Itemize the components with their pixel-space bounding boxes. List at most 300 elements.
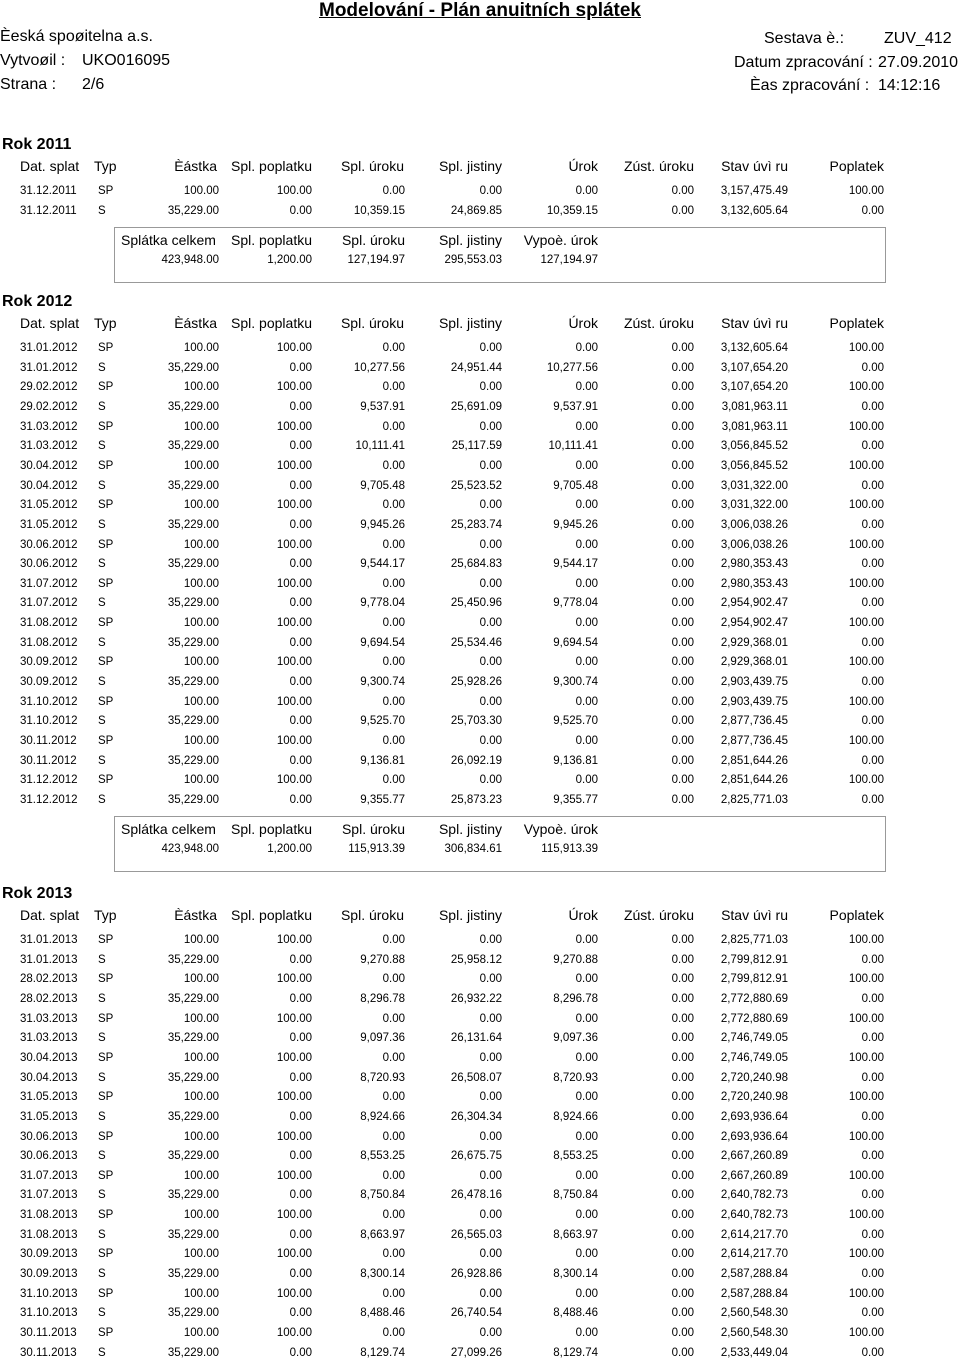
table-cell: 0.00 [382,1012,405,1025]
table-cell: 2,746,749.05 [720,1032,788,1045]
table-cell: 0.00 [382,617,405,630]
table-cell: 100.00 [848,381,884,394]
table-cell: 26,928.86 [450,1268,502,1281]
table-cell: 26,932.22 [450,992,502,1005]
table-cell: 8,924.66 [360,1110,405,1123]
table-cell: 0.00 [861,636,884,649]
table-cell: 0.00 [671,715,694,728]
column-header: Typ [94,907,117,923]
table-cell: 100.00 [848,695,884,708]
table-cell: 8,129.74 [553,1346,598,1359]
table-cell: 100.00 [276,617,312,630]
table-cell: 100.00 [848,538,884,551]
table-cell: 31.08.2012 [20,636,78,649]
table-cell: 0.00 [479,1209,502,1222]
column-header: Stav úvì ru [721,907,788,923]
table-cell: 0.00 [575,1327,598,1339]
table-cell: 35,229.00 [167,953,219,966]
table-cell: 26,131.64 [450,1032,502,1045]
table-cell: 30.11.2012 [20,754,77,767]
summary-header: Splátka celkem [121,820,216,837]
summary-header: Spl. jistiny [438,820,502,837]
table-cell: S [98,1307,106,1320]
table-cell: 9,270.88 [553,953,598,966]
table-cell: 0.00 [289,1071,312,1084]
table-cell: 30.09.2013 [20,1248,78,1261]
table-cell: 35,229.00 [167,1110,219,1123]
table-cell: 31.03.2012 [20,420,78,433]
table-cell: 31.01.2013 [20,953,78,966]
table-cell: 0.00 [671,1091,694,1104]
table-cell: 3,031,322.00 [720,479,788,492]
column-header: Poplatek [829,907,884,923]
table-cell: SP [98,656,114,669]
table-cell: 28.02.2013 [20,973,78,986]
table-cell: 0.00 [575,1130,598,1143]
table-cell: 9,705.48 [360,479,405,492]
table-cell: 26,740.54 [450,1307,502,1320]
table-cell: 26,508.07 [450,1071,502,1084]
table-cell: 28.02.2013 [20,992,78,1005]
table-cell: 3,107,654.20 [720,361,788,374]
summary-value: 115,913.39 [541,842,598,855]
table-cell: 9,300.74 [360,676,405,689]
table-cell: 0.00 [575,617,598,630]
table-cell: 9,544.17 [360,558,405,571]
table-cell: 0.00 [479,499,502,512]
table-cell: S [98,204,106,217]
table-cell: S [98,479,106,492]
table-cell: 100.00 [183,1209,219,1222]
table-cell: SP [98,735,114,747]
table-cell: 0.00 [479,1327,502,1339]
summary-header: Spl. poplatku [231,820,312,837]
table-cell: S [98,1150,106,1163]
table-cell: 0.00 [382,1287,405,1300]
table-cell: 100.00 [183,1051,219,1064]
table-cell: 8,488.46 [360,1307,405,1320]
table-cell: 0.00 [575,185,598,197]
table-cell: 35,229.00 [167,1189,219,1202]
summary-value: 1,200.00 [267,842,312,855]
column-header: Dat. splat [20,907,80,923]
table-cell: 9,705.48 [553,479,598,492]
table-cell: 0.00 [382,695,405,708]
table-cell: 0.00 [575,577,598,590]
table-cell: 0.00 [479,381,502,394]
table-cell: 8,296.78 [360,992,405,1005]
table-cell: 2,903,439.75 [720,695,788,708]
table-cell: 100.00 [183,695,219,708]
table-cell: 0.00 [575,656,598,669]
table-cell: 8,553.25 [553,1150,598,1163]
column-header: Typ [94,158,117,174]
table-cell: 25,450.96 [450,597,502,610]
table-cell: S [98,1032,106,1045]
table-cell: 100.00 [276,342,312,354]
table-cell: 35,229.00 [167,558,219,571]
table-cell: 100.00 [183,1248,219,1261]
table-cell: 3,031,322.00 [720,499,788,512]
table-cell: 0.00 [479,1130,502,1143]
table-cell: 0.00 [479,1169,502,1182]
table-cell: 100.00 [276,499,312,512]
table-cell: 0.00 [861,204,884,217]
table-cell: 35,229.00 [167,597,219,610]
table-cell: 100.00 [276,1130,312,1143]
column-header: Spl. úroku [340,158,404,174]
table-cell: 0.00 [671,934,694,946]
table-cell: 24,951.44 [450,361,502,374]
table-cell: 2,954,902.47 [720,617,788,630]
table-cell: 31.01.2012 [20,361,78,374]
table-cell: 31.08.2013 [20,1209,78,1222]
table-cell: 31.07.2013 [20,1189,78,1202]
column-header: Poplatek [829,158,884,174]
table-cell: 0.00 [479,695,502,708]
table-cell: 0.00 [861,754,884,767]
table-cell: 0.00 [479,1248,502,1261]
table-cell: 0.00 [861,1346,884,1359]
table-cell: 0.00 [861,440,884,453]
table-cell: 31.01.2012 [20,342,78,354]
table-cell: S [98,1268,106,1281]
table-cell: 0.00 [289,953,312,966]
table-cell: SP [98,1327,114,1339]
column-header: Zúst. úroku [623,158,694,174]
table-cell: 100.00 [848,735,884,747]
table-cell: 2,587,288.84 [720,1268,788,1281]
table-cell: SP [98,538,114,551]
table-cell: 3,006,038.26 [720,518,788,531]
table-cell: 0.00 [382,577,405,590]
table-cell: 100.00 [848,617,884,630]
table-cell: 9,355.77 [360,793,405,806]
table-cell: 100.00 [848,1327,884,1339]
table-cell: 0.00 [861,793,884,806]
table-cell: 0.00 [575,342,598,354]
table-cell: 29.02.2012 [20,400,78,413]
date-label: Datum zpracování : [734,54,873,71]
table-cell: 0.00 [671,1012,694,1025]
table-cell: 9,525.70 [360,715,405,728]
table-cell: 2,640,782.73 [720,1189,788,1202]
table-cell: 0.00 [479,420,502,433]
summary-value: 295,553.03 [444,253,502,266]
table-cell: 0.00 [671,617,694,630]
table-cell: 100.00 [183,538,219,551]
table-cell: S [98,992,106,1005]
table-cell: 0.00 [289,558,312,571]
table-cell: 0.00 [861,400,884,413]
table-cell: 100.00 [848,1091,884,1104]
table-cell: 9,537.91 [553,400,598,413]
column-header: Spl. poplatku [231,158,312,174]
column-header: Spl. úroku [340,907,404,923]
table-cell: 100.00 [183,1327,219,1339]
table-cell: 10,111.41 [355,440,405,453]
table-cell: SP [98,1248,114,1261]
table-cell: 2,799,812.91 [720,953,788,966]
table-cell: 2,640,782.73 [720,1209,788,1222]
created-value: UKO016095 [82,52,171,69]
column-header: Poplatek [829,315,884,331]
table-cell: 100.00 [183,934,219,946]
page-title: Modelování - Plán anuitních splátek [319,0,641,21]
table-cell: 3,056,845.52 [720,440,788,453]
table-cell: 27,099.26 [450,1346,502,1359]
table-cell: 3,132,605.64 [720,342,788,354]
table-cell: 30.04.2012 [20,459,78,472]
table-cell: 30.09.2012 [20,676,78,689]
table-cell: 2,954,902.47 [720,597,788,610]
summary-header: Spl. poplatku [231,231,312,248]
table-cell: 9,694.54 [553,636,598,649]
table-cell: 35,229.00 [167,479,219,492]
table-cell: 31.12.2011 [20,185,77,197]
table-cell: 35,229.00 [167,1346,219,1359]
table-cell: SP [98,973,114,986]
table-cell: 100.00 [183,1169,219,1182]
table-cell: 25,684.83 [450,558,502,571]
table-cell: 0.00 [289,1110,312,1123]
table-cell: 0.00 [479,774,502,787]
table-cell: S [98,361,106,374]
table-cell: 35,229.00 [167,1071,219,1084]
date-value: 27.09.2010 [878,54,959,71]
table-cell: 9,525.70 [553,715,598,728]
table-cell: 0.00 [861,479,884,492]
table-cell: 0.00 [671,774,694,787]
table-cell: SP [98,577,114,590]
table-cell: 0.00 [861,1307,884,1320]
table-cell: 8,720.93 [360,1071,405,1084]
table-cell: 100.00 [183,1091,219,1104]
table-cell: 100.00 [848,774,884,787]
table-cell: 31.05.2013 [20,1091,78,1104]
table-cell: 0.00 [671,754,694,767]
table-cell: 100.00 [276,538,312,551]
table-cell: 0.00 [575,1091,598,1104]
table-cell: 2,851,644.26 [720,774,788,787]
summary-header: Vypoè. úrok [523,231,598,248]
table-cell: 0.00 [289,597,312,610]
table-cell: 31.10.2013 [20,1307,78,1320]
table-cell: 100.00 [276,185,312,197]
table-cell: 0.00 [479,185,502,197]
table-cell: 100.00 [848,1012,884,1025]
table-cell: 0.00 [861,676,884,689]
table-cell: 0.00 [382,420,405,433]
table-cell: 8,300.14 [360,1268,405,1281]
table-cell: 35,229.00 [167,1150,219,1163]
table-cell: 35,229.00 [167,754,219,767]
column-header: Zúst. úroku [623,315,694,331]
table-cell: 0.00 [289,715,312,728]
table-cell: 100.00 [276,656,312,669]
table-cell: 25,958.12 [450,953,502,966]
table-cell: 9,778.04 [360,597,405,610]
table-cell: SP [98,381,114,394]
table-cell: 10,277.56 [546,361,598,374]
time-value: 14:12:16 [878,77,941,94]
table-cell: 0.00 [861,953,884,966]
table-cell: 3,081,963.11 [721,420,788,433]
table-cell: 0.00 [289,1032,312,1045]
table-cell: 0.00 [479,342,502,354]
table-cell: 0.00 [671,676,694,689]
column-header: Spl. úroku [340,315,404,331]
table-cell: 2,903,439.75 [720,676,788,689]
table-cell: 0.00 [861,558,884,571]
table-cell: 0.00 [382,656,405,669]
table-cell: 100.00 [183,656,219,669]
report-label: Sestava è.: [764,30,845,47]
table-cell: 0.00 [289,440,312,453]
table-cell: 26,565.03 [450,1228,502,1241]
table-cell: 0.00 [671,1150,694,1163]
table-cell: S [98,1110,106,1123]
table-cell: 100.00 [183,420,219,433]
table-cell: 100.00 [276,1287,312,1300]
table-cell: 100.00 [276,695,312,708]
table-cell: SP [98,774,114,787]
table-cell: 2,929,368.01 [720,636,788,649]
table-cell: 9,945.26 [553,518,598,531]
table-cell: 0.00 [671,1248,694,1261]
table-cell: 0.00 [289,676,312,689]
table-cell: 0.00 [575,1169,598,1182]
table-cell: 0.00 [575,695,598,708]
table-cell: 3,056,845.52 [720,459,788,472]
summary-header: Spl. úroku [341,231,405,248]
table-cell: 0.00 [861,1110,884,1123]
table-cell: 0.00 [671,597,694,610]
table-cell: 0.00 [289,361,312,374]
table-cell: 31.05.2012 [20,518,78,531]
table-cell: 0.00 [671,1209,694,1222]
table-cell: 9,537.91 [360,400,405,413]
table-cell: 0.00 [671,1110,694,1123]
table-cell: 3,081,963.11 [721,400,788,413]
column-header: Dat. splat [20,315,80,331]
table-cell: 2,720,240.98 [720,1091,788,1104]
table-cell: 0.00 [479,1012,502,1025]
table-cell: 2,614,217.70 [720,1228,788,1241]
table-cell: 10,359.15 [546,204,598,217]
table-cell: 0.00 [479,577,502,590]
table-cell: 9,097.36 [360,1032,405,1045]
table-cell: 2,693,936.64 [720,1130,788,1143]
table-cell: 100.00 [848,1051,884,1064]
table-cell: SP [98,695,114,708]
table-cell: 31.10.2013 [20,1287,78,1300]
table-cell: 100.00 [848,934,884,946]
table-cell: 26,304.34 [450,1110,502,1123]
table-cell: 0.00 [382,973,405,986]
table-cell: 35,229.00 [167,715,219,728]
table-cell: 100.00 [848,1209,884,1222]
table-cell: 0.00 [479,973,502,986]
table-cell: 0.00 [289,636,312,649]
table-cell: 0.00 [671,558,694,571]
column-header: Zúst. úroku [623,907,694,923]
table-cell: 30.04.2013 [20,1071,78,1084]
table-cell: SP [98,420,114,433]
table-cell: 8,300.14 [553,1268,598,1281]
report-value: ZUV_412 [884,30,952,47]
table-cell: 100.00 [276,774,312,787]
table-cell: 0.00 [671,420,694,433]
table-cell: 0.00 [289,479,312,492]
table-cell: SP [98,1130,114,1143]
table-cell: 2,533,449.04 [720,1346,788,1359]
table-cell: SP [98,499,114,512]
table-cell: 35,229.00 [167,518,219,531]
table-cell: 26,092.19 [450,754,502,767]
table-cell: 0.00 [382,185,405,197]
table-cell: 0.00 [575,381,598,394]
table-cell: 0.00 [575,1209,598,1222]
table-cell: 0.00 [671,793,694,806]
table-cell: 0.00 [575,1248,598,1261]
table-cell: 100.00 [276,420,312,433]
table-cell: 100.00 [276,577,312,590]
table-cell: 25,523.52 [450,479,502,492]
table-cell: 0.00 [671,400,694,413]
table-cell: 0.00 [575,1012,598,1025]
table-cell: 2,587,288.84 [720,1287,788,1300]
page-value: 2/6 [82,76,105,93]
table-cell: 0.00 [671,1032,694,1045]
column-header: Úrok [568,907,598,923]
table-cell: 100.00 [848,1287,884,1300]
summary-value: 423,948.00 [161,842,219,855]
column-header: Stav úvì ru [721,158,788,174]
table-cell: 2,980,353.43 [720,558,788,571]
table-cell: 9,270.88 [360,953,405,966]
table-cell: 0.00 [671,1169,694,1182]
table-cell: 0.00 [861,1071,884,1084]
table-cell: 31.03.2012 [20,440,78,453]
table-cell: 0.00 [671,636,694,649]
table-cell: 100.00 [276,381,312,394]
table-cell: 35,229.00 [167,1268,219,1281]
table-cell: 0.00 [382,1169,405,1182]
table-cell: 2,693,936.64 [720,1110,788,1123]
table-cell: 8,750.84 [360,1189,405,1202]
table-cell: 0.00 [861,597,884,610]
table-cell: 100.00 [848,577,884,590]
column-header: Úrok [568,158,598,174]
table-cell: 0.00 [671,459,694,472]
table-cell: 0.00 [671,518,694,531]
table-cell: 30.09.2013 [20,1268,78,1281]
table-cell: 100.00 [848,1169,884,1182]
table-cell: 100.00 [183,185,219,197]
table-cell: 0.00 [575,735,598,747]
table-cell: 2,560,548.30 [720,1307,788,1320]
table-cell: 8,553.25 [360,1150,405,1163]
table-cell: 0.00 [382,1091,405,1104]
column-header: Spl. jistiny [438,315,502,331]
table-cell: 9,300.74 [553,676,598,689]
table-cell: 31.07.2012 [20,577,78,590]
table-cell: 2,667,260.89 [720,1150,788,1163]
table-cell: S [98,440,106,453]
table-cell: 8,663.97 [553,1228,598,1241]
table-cell: 100.00 [276,459,312,472]
